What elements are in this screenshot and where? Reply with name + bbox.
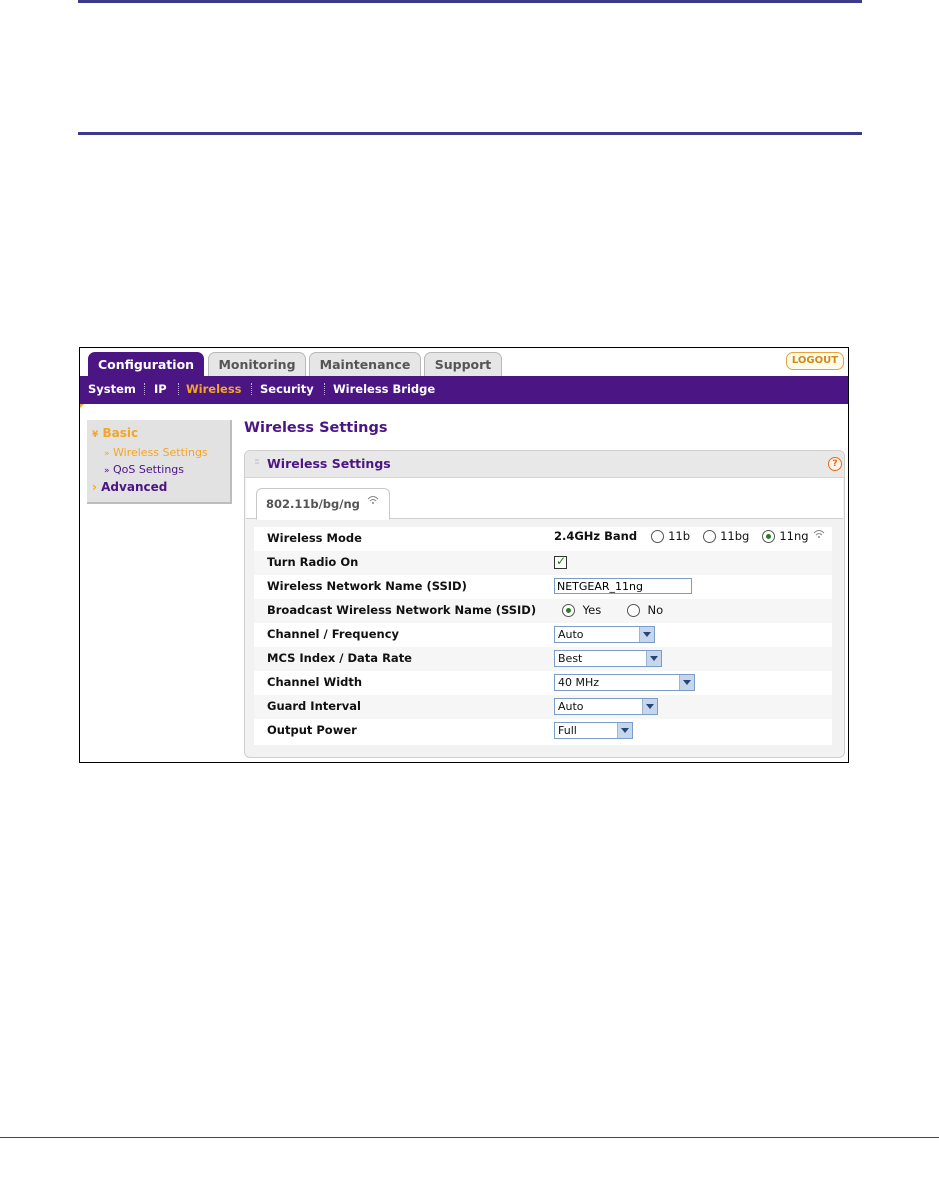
sidebar-item-label: QoS Settings xyxy=(113,463,184,476)
sidebar-item-label: Wireless Settings xyxy=(113,446,208,459)
guard-interval-label: Guard Interval xyxy=(267,699,361,713)
mode-11bg-label: 11bg xyxy=(720,529,750,543)
form-row-turn-radio-on xyxy=(254,551,832,575)
sub-navigation xyxy=(80,376,848,404)
ssid-input[interactable] xyxy=(554,578,692,594)
sidebar-item-advanced[interactable] xyxy=(92,480,167,494)
panel-title: Wireless Settings xyxy=(267,456,391,471)
tab-maintenance[interactable]: Maintenance xyxy=(309,352,421,377)
form-row-channel-width xyxy=(254,671,832,695)
broadcast-ssid-label: Broadcast Wireless Network Name (SSID) xyxy=(267,603,537,617)
sidebar-item-basic[interactable] xyxy=(92,426,138,440)
subnav-ip[interactable]: IP xyxy=(154,382,167,396)
footer-rule xyxy=(0,1137,939,1138)
form-row-wireless-mode xyxy=(254,527,832,551)
form-row-channel xyxy=(254,623,832,647)
checkmark-icon: ✓ xyxy=(556,554,567,568)
broadcast-ssid-control xyxy=(554,603,663,617)
chevron-down-icon: ¥ xyxy=(92,430,99,440)
help-icon[interactable]: ? xyxy=(828,457,842,471)
tab-802-11b-bg-ng[interactable] xyxy=(256,488,390,520)
turn-radio-on-control xyxy=(554,556,567,572)
drag-handle-icon xyxy=(255,458,259,468)
nav-corner-marker xyxy=(80,404,84,408)
ssid-control xyxy=(554,578,692,594)
subtab-label: 802.11b/bg/ng xyxy=(266,497,360,511)
main-tab-bar xyxy=(80,348,848,376)
mode-11b-radio[interactable] xyxy=(651,530,664,543)
chevron-down-icon xyxy=(679,675,694,690)
wifi-icon xyxy=(813,529,825,539)
wireless-settings-panel xyxy=(244,450,845,758)
mode-11bg-radio[interactable] xyxy=(703,530,716,543)
sidebar-item-label: Basic xyxy=(102,426,139,440)
mcs-label: MCS Index / Data Rate xyxy=(267,651,412,665)
form-row-mcs xyxy=(254,647,832,671)
output-power-control xyxy=(554,722,633,739)
channel-width-control xyxy=(554,674,695,691)
channel-control xyxy=(554,626,655,643)
turn-radio-on-checkbox[interactable] xyxy=(554,556,567,569)
chevron-down-icon xyxy=(639,627,654,642)
logout-button[interactable]: LOGOUT xyxy=(786,352,844,370)
turn-radio-on-label: Turn Radio On xyxy=(267,555,359,569)
guard-interval-select[interactable] xyxy=(554,698,658,715)
wireless-mode-control xyxy=(554,529,825,543)
double-chevron-icon: » xyxy=(104,449,110,459)
mcs-select[interactable] xyxy=(554,650,662,667)
channel-width-select[interactable] xyxy=(554,674,695,691)
form-row-guard-interval xyxy=(254,695,832,719)
ssid-label: Wireless Network Name (SSID) xyxy=(267,579,467,593)
sidebar-item-wireless-settings[interactable] xyxy=(104,446,208,459)
double-chevron-icon: » xyxy=(104,466,110,476)
broadcast-yes-radio[interactable] xyxy=(562,604,575,617)
guard-interval-selected-value: Auto xyxy=(558,700,584,713)
top-rule xyxy=(78,0,862,3)
broadcast-no-label: No xyxy=(647,603,664,617)
output-power-select[interactable] xyxy=(554,722,633,739)
band-label: 2.4GHz Band xyxy=(554,529,638,543)
subnav-security[interactable]: Security xyxy=(260,382,314,396)
broadcast-yes-label: Yes xyxy=(582,603,602,617)
chevron-down-icon xyxy=(642,699,657,714)
wireless-settings-form xyxy=(254,527,832,745)
tab-monitoring[interactable]: Monitoring xyxy=(208,352,306,377)
subnav-separator xyxy=(324,383,326,395)
channel-label: Channel / Frequency xyxy=(267,627,400,641)
form-row-broadcast-ssid xyxy=(254,599,832,623)
form-row-output-power xyxy=(254,719,832,743)
left-sidebar xyxy=(87,420,232,504)
chevron-down-icon xyxy=(617,723,632,738)
sidebar-item-qos-settings[interactable] xyxy=(104,463,184,476)
wifi-icon xyxy=(367,495,379,505)
subnav-wireless-bridge[interactable]: Wireless Bridge xyxy=(333,382,436,396)
header-rule xyxy=(78,132,862,135)
guard-interval-control xyxy=(554,698,658,715)
subnav-separator xyxy=(251,383,253,395)
channel-width-selected-value: 40 MHz xyxy=(558,676,600,689)
subnav-wireless[interactable]: Wireless xyxy=(186,382,242,396)
panel-header xyxy=(245,451,844,478)
band-tab-strip xyxy=(246,478,843,519)
chevron-right-icon: › xyxy=(92,480,97,494)
channel-select[interactable] xyxy=(554,626,655,643)
mcs-selected-value: Best xyxy=(558,652,583,665)
router-ui-screenshot xyxy=(79,347,849,763)
mcs-control xyxy=(554,650,662,667)
channel-width-label: Channel Width xyxy=(267,675,363,689)
output-power-selected-value: Full xyxy=(558,724,577,737)
broadcast-no-radio[interactable] xyxy=(627,604,640,617)
wireless-mode-label: Wireless Mode xyxy=(267,531,362,545)
tab-configuration[interactable]: Configuration xyxy=(88,352,204,378)
page-title: Wireless Settings xyxy=(244,420,388,436)
sidebar-item-label: Advanced xyxy=(101,480,168,494)
chevron-down-icon xyxy=(646,651,661,666)
subnav-system[interactable]: System xyxy=(88,382,136,396)
mode-11b-label: 11b xyxy=(668,529,691,543)
subnav-separator xyxy=(144,383,146,395)
output-power-label: Output Power xyxy=(267,723,357,737)
form-row-ssid xyxy=(254,575,832,599)
channel-selected-value: Auto xyxy=(558,628,584,641)
subnav-separator xyxy=(178,383,180,395)
tab-support[interactable]: Support xyxy=(424,352,502,377)
mode-11ng-label: 11ng xyxy=(779,529,809,543)
mode-11ng-radio[interactable] xyxy=(762,530,775,543)
